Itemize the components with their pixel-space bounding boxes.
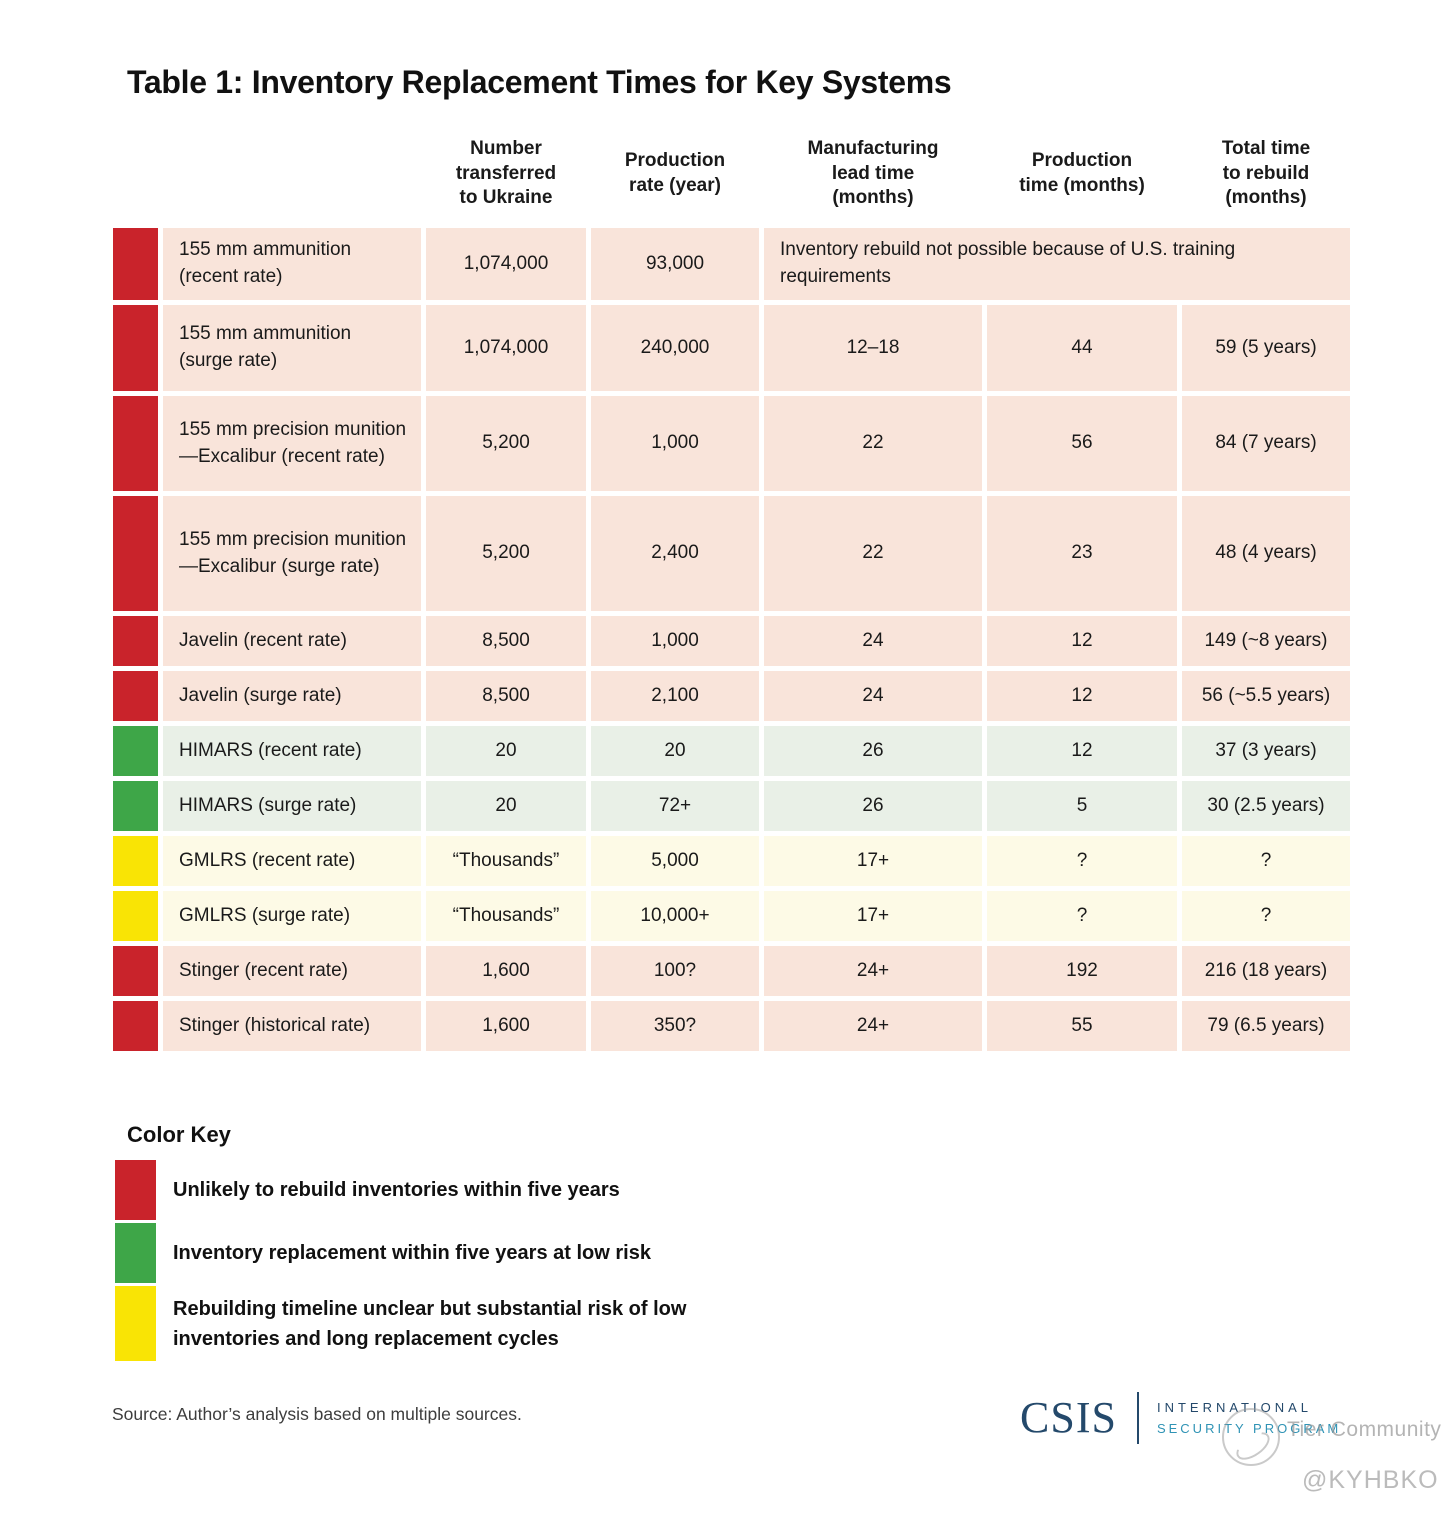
green-status-swatch — [113, 781, 158, 831]
total-time-cell: 56 (~5.5 years) — [1182, 671, 1350, 721]
system-name-cell: Stinger (historical rate) — [163, 1001, 421, 1051]
number-transferred-cell: 8,500 — [426, 671, 586, 721]
csis-wordmark: CSIS — [1020, 1393, 1117, 1442]
tier-community-watermark-logo — [1222, 1408, 1280, 1466]
red-status-swatch — [113, 671, 158, 721]
table-row — [113, 616, 1350, 666]
production-rate-cell: 10,000+ — [591, 891, 759, 941]
production-rate-cell: 100? — [591, 946, 759, 996]
production-time-cell: 192 — [987, 946, 1177, 996]
table-row — [113, 396, 1350, 491]
production-time-cell: ? — [987, 891, 1177, 941]
color-key-label: Rebuilding timeline unclear but substantial risk of low inventories and long replacement cycles — [173, 1297, 687, 1350]
color-key-item-green — [115, 1223, 835, 1283]
lead-time-cell: 17+ — [764, 891, 982, 941]
production-time-cell: 5 — [987, 781, 1177, 831]
color-key-label: Inventory replacement within five years at low risk — [173, 1242, 651, 1264]
production-rate-cell: 93,000 — [591, 228, 759, 300]
red-status-swatch — [113, 496, 158, 611]
lead-time-cell: 24+ — [764, 946, 982, 996]
total-time-cell: 149 (~8 years) — [1182, 616, 1350, 666]
table-row — [113, 1001, 1350, 1051]
total-time-cell: ? — [1182, 891, 1350, 941]
total-time-cell: 216 (18 years) — [1182, 946, 1350, 996]
system-name-cell: 155 mm precision munition—Excalibur (surge rate) — [163, 496, 421, 611]
table-row — [113, 836, 1350, 886]
col-header-lead-time: Manufacturing lead time (months) — [807, 137, 939, 209]
col-header-production-time: Production time (months) — [1019, 150, 1145, 196]
red-status-swatch — [113, 305, 158, 391]
system-name-cell: Javelin (recent rate) — [163, 616, 421, 666]
total-time-cell: 79 (6.5 years) — [1182, 1001, 1350, 1051]
table-row — [113, 671, 1350, 721]
system-name-cell: Javelin (surge rate) — [163, 671, 421, 721]
table-row — [113, 228, 1350, 300]
color-key — [115, 1122, 835, 1364]
total-time-cell: 30 (2.5 years) — [1182, 781, 1350, 831]
number-transferred-cell: 1,074,000 — [426, 305, 586, 391]
source-note: Source: Author’s analysis based on multiple sources. — [112, 1404, 522, 1424]
green-legend-swatch — [115, 1223, 156, 1283]
production-rate-cell: 350? — [591, 1001, 759, 1051]
inventory-table — [113, 126, 1350, 1056]
col-header-production-rate: Production rate (year) — [624, 150, 726, 196]
system-name-cell: Stinger (recent rate) — [163, 946, 421, 996]
total-time-cell: ? — [1182, 836, 1350, 886]
rebuild-note-cell: Inventory rebuild not possible because of U.S. training requirements — [764, 228, 1350, 300]
table-row — [113, 891, 1350, 941]
color-key-item-red — [115, 1160, 835, 1220]
number-transferred-cell: 1,600 — [426, 946, 586, 996]
red-status-swatch — [113, 228, 158, 300]
green-status-swatch — [113, 726, 158, 776]
number-transferred-cell: “Thousands” — [426, 836, 586, 886]
lead-time-cell: 26 — [764, 781, 982, 831]
production-time-cell: 44 — [987, 305, 1177, 391]
table-row — [113, 726, 1350, 776]
number-transferred-cell: 20 — [426, 781, 586, 831]
lead-time-cell: 24 — [764, 671, 982, 721]
number-transferred-cell: 8,500 — [426, 616, 586, 666]
production-rate-cell: 72+ — [591, 781, 759, 831]
red-status-swatch — [113, 396, 158, 491]
red-status-swatch — [113, 946, 158, 996]
production-rate-cell: 2,100 — [591, 671, 759, 721]
number-transferred-cell: 5,200 — [426, 496, 586, 611]
production-time-cell: 12 — [987, 616, 1177, 666]
number-transferred-cell: 1,074,000 — [426, 228, 586, 300]
system-name-cell: 155 mm ammunition (recent rate) — [163, 228, 421, 300]
table-row — [113, 496, 1350, 611]
lead-time-cell: 12–18 — [764, 305, 982, 391]
color-key-item-yellow — [115, 1286, 835, 1361]
red-status-swatch — [113, 1001, 158, 1051]
production-rate-cell: 20 — [591, 726, 759, 776]
system-name-cell: GMLRS (recent rate) — [163, 836, 421, 886]
number-transferred-cell: 20 — [426, 726, 586, 776]
production-time-cell: ? — [987, 836, 1177, 886]
production-rate-cell: 5,000 — [591, 836, 759, 886]
color-key-label: Unlikely to rebuild inventories within five years — [173, 1179, 620, 1201]
table-body — [113, 228, 1350, 1051]
number-transferred-cell: 1,600 — [426, 1001, 586, 1051]
system-name-cell: 155 mm ammunition (surge rate) — [163, 305, 421, 391]
lead-time-cell: 22 — [764, 396, 982, 491]
production-time-cell: 56 — [987, 396, 1177, 491]
system-name-cell: GMLRS (surge rate) — [163, 891, 421, 941]
color-key-heading: Color Key — [127, 1122, 231, 1147]
system-name-cell: HIMARS (recent rate) — [163, 726, 421, 776]
system-name-cell: 155 mm precision munition—Excalibur (recent rate) — [163, 396, 421, 491]
lead-time-cell: 22 — [764, 496, 982, 611]
production-time-cell: 12 — [987, 726, 1177, 776]
red-status-swatch — [113, 616, 158, 666]
table-row — [113, 305, 1350, 391]
total-time-cell: 48 (4 years) — [1182, 496, 1350, 611]
tier-community-watermark-text: Tier Community — [1287, 1418, 1442, 1441]
total-time-cell: 37 (3 years) — [1182, 726, 1350, 776]
production-rate-cell: 1,000 — [591, 396, 759, 491]
total-time-cell: 84 (7 years) — [1182, 396, 1350, 491]
number-transferred-cell: 5,200 — [426, 396, 586, 491]
table-row — [113, 946, 1350, 996]
author-handle-watermark: @KYHBKO — [1302, 1466, 1439, 1494]
red-legend-swatch — [115, 1160, 156, 1220]
total-time-cell: 59 (5 years) — [1182, 305, 1350, 391]
table-header-row — [113, 126, 1350, 222]
production-time-cell: 23 — [987, 496, 1177, 611]
production-rate-cell: 2,400 — [591, 496, 759, 611]
logo-divider — [1137, 1392, 1139, 1444]
table-row — [113, 781, 1350, 831]
csis-program-name: INTERNATIONAL SECURITY PROGRAM — [1156, 1400, 1342, 1436]
production-time-cell: 12 — [987, 671, 1177, 721]
yellow-status-swatch — [113, 891, 158, 941]
table-title: Table 1: Inventory Replacement Times for Key Systems — [127, 64, 952, 100]
lead-time-cell: 26 — [764, 726, 982, 776]
col-header-number-transferred: Number transferred to Ukraine — [455, 137, 557, 209]
lead-time-cell: 24+ — [764, 1001, 982, 1051]
lead-time-cell: 17+ — [764, 836, 982, 886]
lead-time-cell: 24 — [764, 616, 982, 666]
col-header-total-time: Total time to rebuild (months) — [1221, 137, 1311, 209]
yellow-status-swatch — [113, 836, 158, 886]
production-time-cell: 55 — [987, 1001, 1177, 1051]
production-rate-cell: 1,000 — [591, 616, 759, 666]
yellow-legend-swatch — [115, 1286, 156, 1361]
number-transferred-cell: “Thousands” — [426, 891, 586, 941]
production-rate-cell: 240,000 — [591, 305, 759, 391]
system-name-cell: HIMARS (surge rate) — [163, 781, 421, 831]
